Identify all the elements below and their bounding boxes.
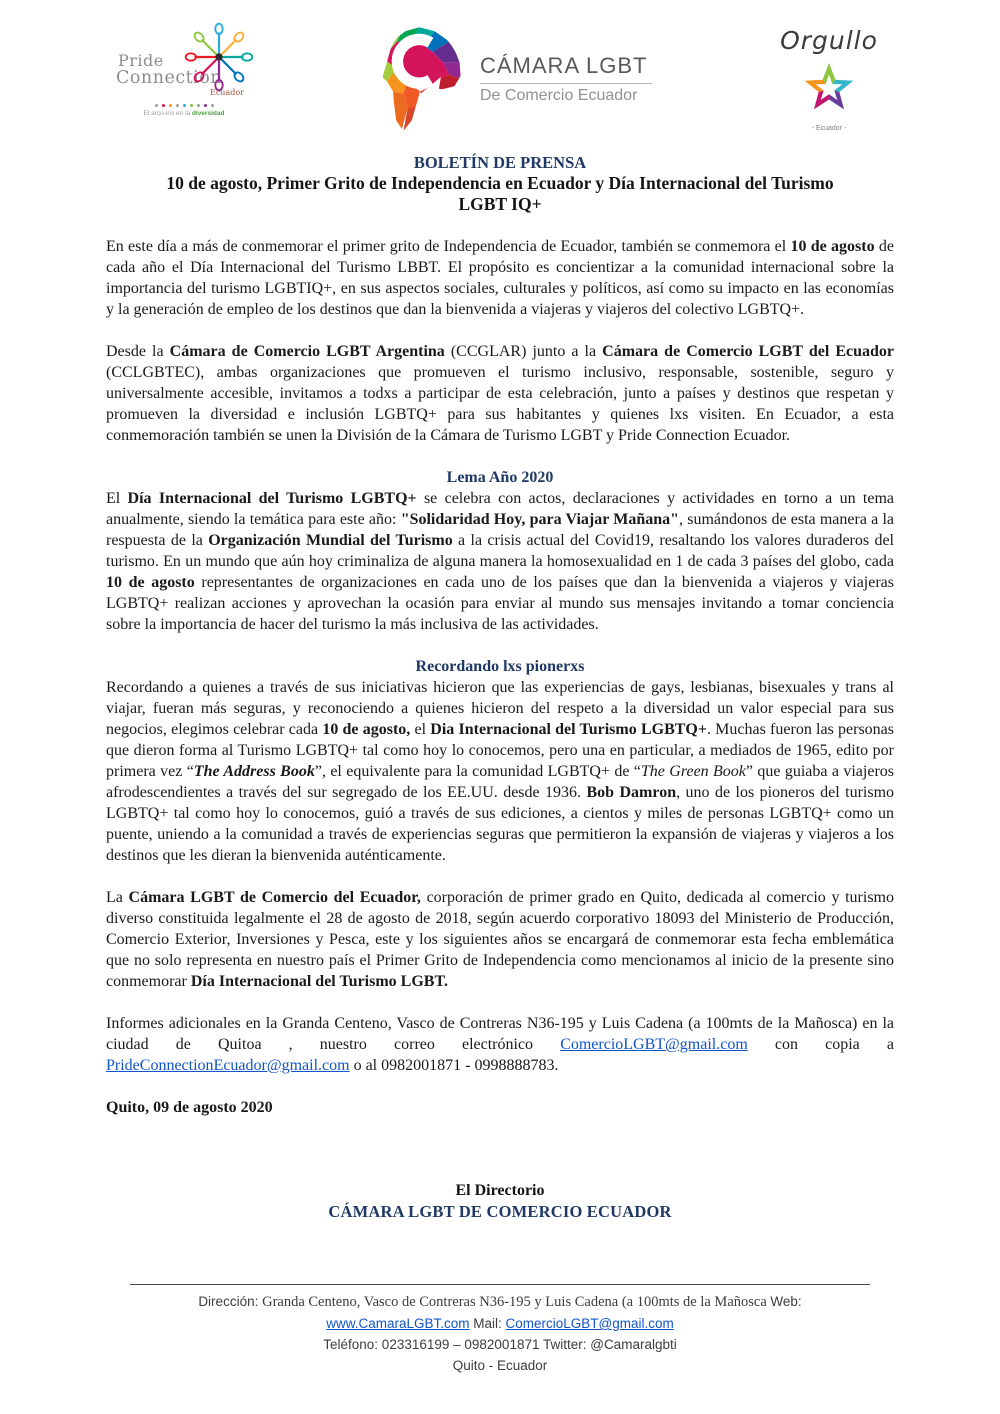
signature-directorio: El Directorio	[455, 1182, 545, 1199]
dot	[197, 104, 200, 107]
text-segment: La	[106, 889, 129, 906]
dot	[155, 104, 158, 107]
text-segment: Organización Mundial del Turismo	[208, 532, 453, 549]
dot	[190, 104, 193, 107]
logo-header	[0, 0, 1000, 144]
document-title-line-1: 10 de agosto, Primer Grito de Independencia en Ecuador y Día Internacional del Turismo	[166, 173, 834, 193]
footer-email-link[interactable]: ComercioLGBT@gmail.com	[505, 1316, 674, 1331]
document-title-line-2: LGBT IQ+	[458, 194, 542, 214]
footer-address-line	[0, 1291, 1000, 1313]
camara-lgbt-logo	[366, 26, 652, 132]
text-segment: Recordando a quienes a través de sus iniciativas hicieron que las experiencias de gays, lesbianas, bisexuales y trans al viajar, fueran más seguras, y reconociendo a quienes hicieron del respeto a la diversidad un valor especial para sus negocios, elegimos celebrar cada	[106, 679, 894, 738]
starburst-icon	[182, 20, 256, 94]
text-segment: Quito - Ecuador	[452, 1358, 548, 1373]
dateline: Quito, 09 de agosto 2020	[106, 1099, 273, 1116]
document-body	[0, 236, 1000, 1223]
text-segment: "Solidaridad Hoy, para Viajar Mañana"	[400, 511, 680, 528]
text-segment: o al 0982001871 - 0998888783.	[349, 1057, 559, 1074]
footer-city-line	[0, 1355, 1000, 1376]
text-segment: The Address Book	[193, 763, 315, 780]
text-segment: El	[106, 490, 128, 507]
text-segment: Web:	[770, 1294, 802, 1309]
text-segment: ”, el equivalente para la comunidad LGBTQ+ de “	[314, 763, 641, 780]
paragraph-contacto	[106, 1013, 894, 1076]
text-segment: . Muchas fueron las personas que dieron forma al Turismo LGBTQ+ tal como hoy lo conocemos, pero una en particular, a mediados de 1965, edito por primera vez “	[106, 721, 894, 780]
dot	[176, 104, 179, 107]
text-segment: corporación de primer grado en Quito, dedicada al comercio y turismo diverso constituida legalmente el 28 de agosto de 2018, según acuerdo corporativo 18093 del Ministerio de Producción, Comercio Exterior, Inversiones y Pesca, este y los siguientes años se encargará de conmemorar esta fecha emblemática que no solo representa en nuestro país el Primer Grito de Independencia como mencionamos al inicio de la presente sino conmemorar	[106, 889, 894, 990]
text-segment: 10 de agosto,	[322, 721, 411, 738]
camara-logo-title: CÁMARA LGBT	[480, 53, 648, 78]
website-link[interactable]: www.CamaraLGBT.com	[326, 1316, 470, 1331]
text-segment: a la crisis actual del Covid19, resaltando los valores duraderos del turismo. En un mundo que aún hoy criminaliza de alguna manera la homosexualidad en 1 de cada 3 países del globo, cada	[106, 532, 894, 570]
text-segment: Dia Internacional del Turismo LGBTQ+	[430, 721, 707, 738]
pride-dots-row	[116, 104, 252, 107]
paragraph-lema	[106, 488, 894, 635]
text-segment: Día Internacional del Turismo LGBTQ+	[127, 490, 417, 507]
footer-web-mail-line	[0, 1313, 1000, 1334]
orgullo-logo-title: Orgullo	[780, 26, 878, 55]
text-segment: ” que guiaba a viajeros afrodescendientes a través del sur segregado de los EE.UU. desde 1936.	[106, 763, 894, 801]
paragraph-pioneros	[106, 677, 894, 866]
pride-logo-country: Ecuador	[209, 88, 244, 97]
text-segment: The Green Book	[640, 763, 746, 780]
text-segment: 10 de agosto	[106, 574, 195, 591]
text-segment: En este día a más de conmemorar el primer grito de Independencia de Ecuador, también se conmemora el	[106, 238, 791, 255]
text-segment: Cámara de Comercio LGBT del Ecuador	[602, 343, 895, 360]
signature-block	[106, 1180, 894, 1223]
section-heading-lema: Lema Año 2020	[446, 469, 554, 486]
comercio-email-link[interactable]: ComercioLGBT@gmail.com	[560, 1036, 748, 1053]
pride-tagline-accent: diversidad	[191, 110, 225, 117]
text-segment: (CCLGBTEC), ambas organizaciones que promueven el turismo inclusivo, responsable, sostenible, seguro y universalmente accesible, invitamos a todxs a participar de esta celebración, junto a países y destinos que respetan y promueven la diversidad e inclusión LGBTQ+ para sus habitantes y quienes lxs visiten. En Ecuador, a esta conmemoración también se unen la División de la Cámara de Turismo LGBT y Pride Connection Ecuador.	[106, 364, 894, 444]
text-segment: de cada año el Día Internacional del Turismo LBBT. El propósito es concientizar a la comunidad internacional sobre la importancia del turismo LGBTIQ+, en sus aspectos sociales, culturales y políticos, así como su impacto en las economías y la generación de empleo de los destinos que dan la bienvenida a viajeras y viajeros del colectivo LGBTQ+.	[106, 238, 894, 318]
text-segment: Dirección:	[198, 1294, 263, 1309]
text-segment: Bob Damron	[586, 784, 677, 801]
footer-phone-line	[0, 1334, 1000, 1355]
dot	[211, 104, 214, 107]
pride-tagline	[116, 110, 252, 117]
text-segment: Mail:	[469, 1316, 506, 1331]
paragraph-chambers	[106, 341, 894, 446]
paragraph-intro	[106, 236, 894, 320]
section-heading-recordando: Recordando lxs pionerxs	[415, 658, 585, 675]
dot	[162, 104, 165, 107]
text-segment: Día Internacional del Turismo LGBT.	[190, 973, 448, 990]
pride-logo-word-2: Connection	[116, 68, 223, 88]
camara-logo-subtitle: De Comercio Ecuador	[480, 87, 638, 104]
text-segment: Cámara de Comercio LGBT Argentina	[169, 343, 445, 360]
text-segment: Granda Centeno, Vasco de Contreras N36-195 y Luis Cadena (a 100mts de la Mañosca	[262, 1294, 771, 1310]
text-segment: Informes adicionales en la Granda Centeno, Vasco de Contreras N36-195 y Luis Cadena (a 100mts de la Mañosca) en la ciudad de Quitoa , nuestro correo electrónico	[106, 1015, 894, 1053]
text-segment: se celebra con actos, declaraciones y actividades en torno a un tema anualmente, siendo la temática para este año:	[106, 490, 895, 528]
footer-divider	[130, 1284, 870, 1285]
text-segment: Teléfono: 023316199 – 0982001871 Twitter: @Camaralgbti	[323, 1337, 677, 1352]
camara-logo-divider	[480, 83, 652, 84]
pride-logo-word-1: Pride	[118, 51, 164, 70]
pride-connection-logo	[116, 26, 252, 117]
signature-organization: CÁMARA LGBT DE COMERCIO ECUADOR	[328, 1202, 672, 1221]
text-segment: Cámara LGBT de Comercio del Ecuador,	[128, 889, 421, 906]
camara-logo-text	[480, 53, 652, 105]
text-segment: el	[410, 721, 431, 738]
orgullo-logo-country: - Ecuador -	[811, 125, 847, 132]
dot	[183, 104, 186, 107]
text-segment: , uno de los pioneros del turismo LGBTQ+ tal como hoy lo conocemos, guió a través de sus ediciones, a cientos y miles de personas LGBTQ+ como un puente, uniendo a la comunidad a través de experiencias seguras que permitieron la expansión de viajeras y viajeros a los destinos que les dieran la bienvenida auténticamente.	[106, 784, 895, 864]
dot	[169, 104, 172, 107]
document-kicker: BOLETÍN DE PRENSA	[413, 153, 587, 172]
text-segment: representantes de organizaciones en cada uno de los países que dan la bienvenida a viajeros y viajeras LGBTQ+ realizan acciones y aprovechan la ocasión para enviar al mundo sus mensajes invitando a tomar conciencia sobre la importancia de hacer del turismo la más inclusiva de las actividades.	[106, 574, 894, 633]
pride-tagline-text: El arco-iris en la	[143, 110, 191, 117]
paragraph-camara-ecuador	[106, 887, 894, 992]
dot	[204, 104, 207, 107]
text-segment: Desde la	[106, 343, 170, 360]
page-footer	[0, 1284, 1000, 1376]
star-icon	[797, 56, 861, 120]
text-segment: con copia a	[747, 1036, 894, 1053]
text-segment: (CCGLAR) junto a la	[444, 343, 603, 360]
text-segment: 10 de agosto	[790, 238, 875, 255]
orgullo-logo	[766, 26, 892, 132]
text-segment: , sumándonos de esta manera a la respuesta de la	[106, 511, 895, 549]
ecuador-map-icon	[366, 26, 470, 132]
pride-email-link[interactable]: PrideConnectionEcuador@gmail.com	[106, 1057, 350, 1074]
